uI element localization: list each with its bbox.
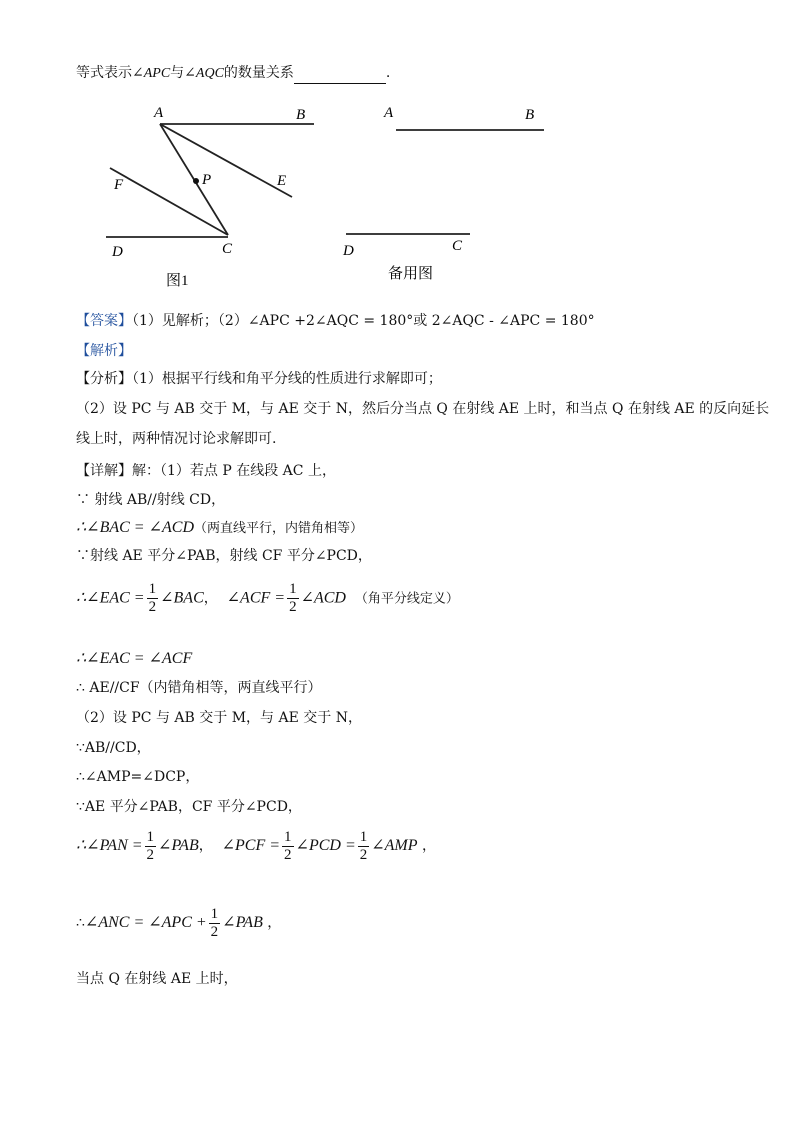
answer-text: （1）见解析；（2）∠APC +2∠AQC = 180°或 2∠AQC - ∠APC = 180° bbox=[132, 313, 595, 329]
detail-eq-acf: ∠ACF = bbox=[226, 589, 286, 607]
half-fraction bbox=[147, 581, 159, 616]
detail-amp: ∠AMP bbox=[371, 837, 418, 854]
detail-text-14: 当点 Q 在射线 AE 上时， bbox=[76, 971, 238, 987]
frac-num: 1 bbox=[359, 828, 368, 845]
backup-label-d: D bbox=[343, 243, 354, 259]
fenxi-line-1 bbox=[76, 369, 442, 389]
backup-label-b: B bbox=[525, 107, 535, 123]
half-fraction bbox=[209, 906, 221, 941]
label-d: D bbox=[112, 244, 123, 260]
question-mid: 与 bbox=[170, 65, 185, 81]
detail-pab-2: ∠PAB bbox=[222, 914, 263, 931]
detail-tag: 【详解】 bbox=[76, 463, 132, 479]
question-line bbox=[76, 63, 390, 84]
frac-den: 2 bbox=[359, 846, 368, 863]
detail-eq-anc: ∠ANC = ∠APC + bbox=[84, 914, 207, 931]
fenxi-text-3: 线上时，两种情况讨论求解即可. bbox=[76, 431, 277, 447]
angle-aqc: ∠AQC bbox=[184, 66, 224, 81]
comma: ， bbox=[198, 838, 213, 854]
detail-text-4: ∵射线 AE 平分∠PAB，射线 CF 平分∠PCD， bbox=[76, 548, 372, 564]
detail-note-5: （角平分线定义） bbox=[354, 591, 459, 607]
backup-label-c: C bbox=[452, 238, 463, 254]
detail-line-5 bbox=[76, 581, 459, 617]
fenxi-text-1: （1）根据平行线和角平分线的性质进行求解即可； bbox=[132, 371, 442, 387]
answer-line bbox=[76, 311, 595, 331]
detail-math-6: ∴∠EAC = ∠ACF bbox=[76, 650, 193, 667]
frac-den: 2 bbox=[289, 599, 297, 615]
figure1-caption: 图1 bbox=[166, 273, 189, 289]
detail-eq-pcd: ∠PCD = bbox=[295, 837, 356, 854]
detail-text-9: ∵AB//CD， bbox=[76, 740, 151, 756]
detail-acd: ∠ACD bbox=[300, 589, 346, 607]
analysis-tag: 【解析】 bbox=[76, 343, 132, 359]
geometry-figures bbox=[0, 95, 800, 295]
backup-label-a: A bbox=[384, 105, 394, 121]
question-end: . bbox=[385, 65, 391, 81]
angle-apc: ∠APC bbox=[132, 66, 171, 81]
frac-num: 1 bbox=[148, 581, 157, 597]
detail-eq-eac: ∴∠EAC = bbox=[76, 589, 145, 607]
frac-den: 2 bbox=[146, 846, 155, 863]
question-prefix: 等式表示 bbox=[76, 65, 132, 81]
fenxi-tag: 【分析】 bbox=[76, 371, 132, 387]
detail-text-11: ∵AE 平分∠PAB，CF 平分∠PCD， bbox=[76, 799, 302, 815]
answer-blank bbox=[294, 69, 386, 84]
detail-eq-pan: ∴∠PAN = bbox=[76, 837, 143, 854]
frac-num: 1 bbox=[284, 828, 292, 845]
ray-ae bbox=[160, 124, 292, 197]
detail-text-8: （2）设 PC 与 AB 交于 M，与 AE 交于 N， bbox=[76, 710, 362, 726]
detail-bac: ∠BAC bbox=[160, 589, 204, 607]
detail-text-10: ∴∠AMP=∠DCP， bbox=[76, 769, 200, 785]
detail-pab: ∠PAB bbox=[158, 837, 199, 854]
detail-line-3 bbox=[76, 518, 363, 539]
frac-den: 2 bbox=[148, 599, 157, 615]
detail-line-12 bbox=[76, 828, 436, 864]
detail-eq-pcf: ∠PCF = bbox=[221, 837, 281, 854]
half-fraction bbox=[358, 829, 370, 864]
figure-2 bbox=[346, 130, 544, 234]
detail-text-1: 解：（1）若点 P 在线段 AC 上， bbox=[132, 463, 336, 479]
label-c: C bbox=[222, 241, 233, 257]
half-fraction bbox=[282, 829, 294, 864]
detail-line-1 bbox=[76, 461, 336, 481]
comma: ， bbox=[267, 915, 282, 931]
label-a: A bbox=[154, 105, 164, 121]
frac-num: 1 bbox=[289, 581, 297, 597]
answer-tag: 【答案】 bbox=[76, 313, 132, 329]
detail-line-6 bbox=[76, 649, 192, 669]
label-f: F bbox=[114, 177, 124, 193]
label-p: P bbox=[202, 172, 212, 188]
detail-text-7: ∴ AE//CF（内错角相等，两直线平行） bbox=[76, 680, 322, 696]
half-fraction bbox=[287, 581, 299, 616]
therefore-symbol: ∴ bbox=[76, 915, 85, 931]
label-b: B bbox=[296, 107, 306, 123]
frac-den: 2 bbox=[284, 846, 292, 863]
frac-num: 1 bbox=[146, 828, 155, 845]
detail-math-3: ∴∠BAC = ∠ACD bbox=[76, 519, 195, 536]
comma: ， bbox=[421, 838, 436, 854]
frac-num: 1 bbox=[210, 905, 219, 922]
question-suffix: 的数量关系 bbox=[223, 65, 294, 81]
frac-den: 2 bbox=[210, 923, 219, 940]
fenxi-text-2: （2）设 PC 与 AB 交于 M，与 AE 交于 N，然后分当点 Q 在射线 AE 上时，和当点 Q 在射线 AE 的反向延长 bbox=[76, 401, 770, 417]
detail-note-3: （两直线平行，内错角相等） bbox=[194, 521, 364, 536]
detail-line-13 bbox=[76, 905, 281, 941]
figure2-caption: 备用图 bbox=[388, 266, 434, 282]
point-p bbox=[193, 178, 199, 184]
detail-text-2: ∵ 射线 AB//射线 CD， bbox=[76, 492, 226, 508]
half-fraction bbox=[145, 829, 157, 864]
comma: ， bbox=[203, 590, 218, 607]
label-e: E bbox=[277, 173, 287, 189]
